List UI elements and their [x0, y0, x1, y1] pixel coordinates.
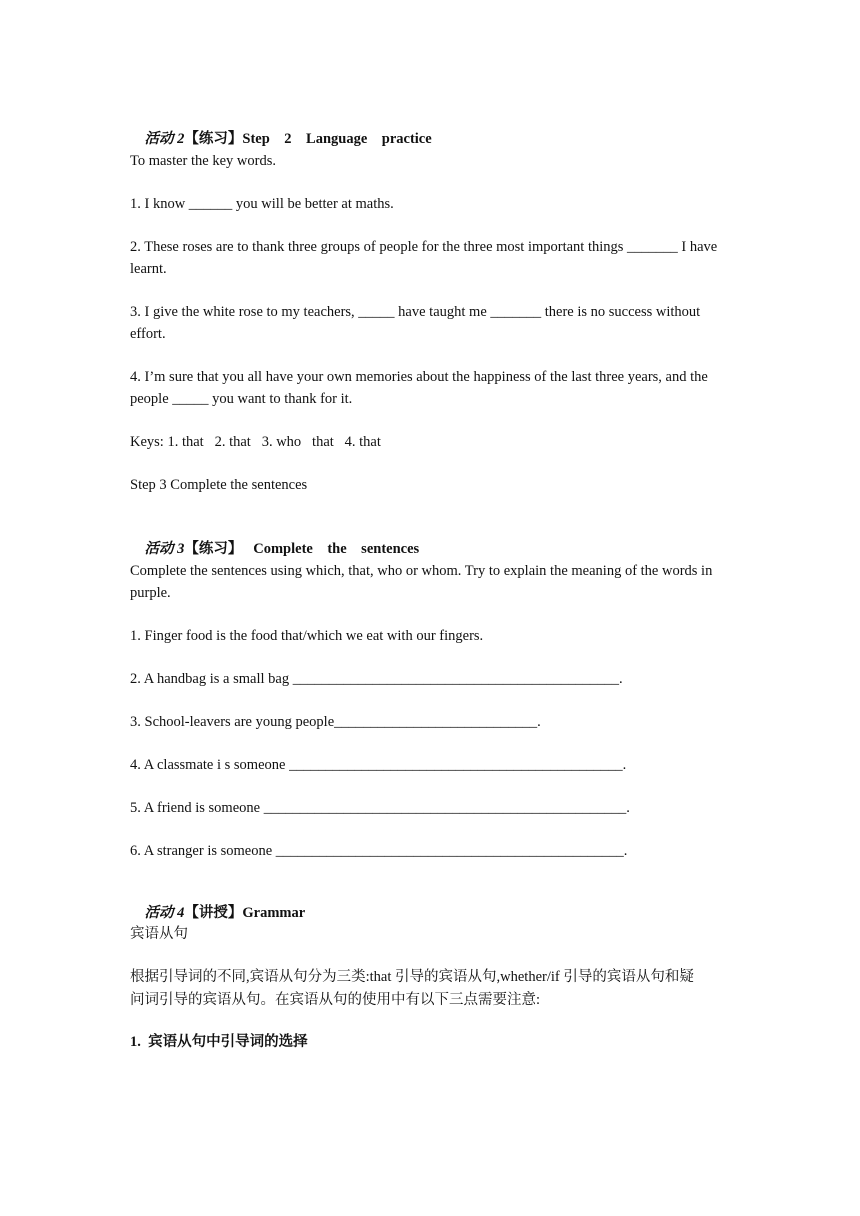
grammar-point-1: 1. 宾语从句中引导词的选择	[130, 1034, 308, 1050]
activity-title: Grammar	[242, 905, 306, 921]
activity-title: Complete the sentences	[242, 541, 420, 557]
activity-tag: 【练习】	[184, 131, 243, 147]
sentence-item-6: 6. A stranger is someone ________________________________________________.	[130, 843, 628, 859]
sentence-item-5: 5. A friend is someone __________________________________________________.	[130, 800, 630, 816]
activity-tag: 【讲授】	[184, 905, 243, 921]
grammar-paragraph-line1: 根据引导词的不同,宾语从句分为三类:that 引导的宾语从句,whether/if 引导的宾语从句和疑	[130, 969, 694, 985]
section2-intro: Complete the sentences using which, that, who or whom. Try to explain the meaning of the words in purple.	[130, 563, 713, 601]
exercise-item-2: 2. These roses are to thank three groups of people for the three most important things _______ I have learnt.	[130, 239, 718, 277]
grammar-paragraph-line2: 问词引导的宾语从句。在宾语从句的使用中有以下三点需要注意:	[130, 992, 541, 1008]
grammar-subtitle: 宾语从句	[130, 926, 188, 942]
activity-tag: 【练习】	[184, 541, 243, 557]
sentence-item-4: 4. A classmate i s someone ______________________________________________.	[130, 757, 627, 773]
answer-keys: Keys: 1. that 2. that 3. who that 4. that	[130, 434, 381, 450]
section1-intro: To master the key words.	[130, 153, 276, 169]
exercise-item-1: 1. I know ______ you will be better at maths.	[130, 196, 394, 212]
activity-title: Step 2 Language practice	[242, 131, 432, 147]
sentence-item-3: 3. School-leavers are young people____________________________.	[130, 714, 541, 730]
activity-label: 活动 2	[144, 131, 185, 147]
sentence-item-1: 1. Finger food is the food that/which we eat with our fingers.	[130, 628, 484, 644]
step3-line: Step 3 Complete the sentences	[130, 477, 308, 493]
activity-label: 活动 3	[144, 541, 185, 557]
activity-label: 活动 4	[144, 905, 185, 921]
sentence-item-2: 2. A handbag is a small bag _____________________________________________.	[130, 671, 623, 687]
exercise-item-3: 3. I give the white rose to my teachers, _____ have taught me _______ there is no success without effort.	[130, 304, 701, 342]
exercise-item-4: 4. I’m sure that you all have your own memories about the happiness of the last three years, and the people _____ you want to thank for it.	[130, 369, 708, 407]
